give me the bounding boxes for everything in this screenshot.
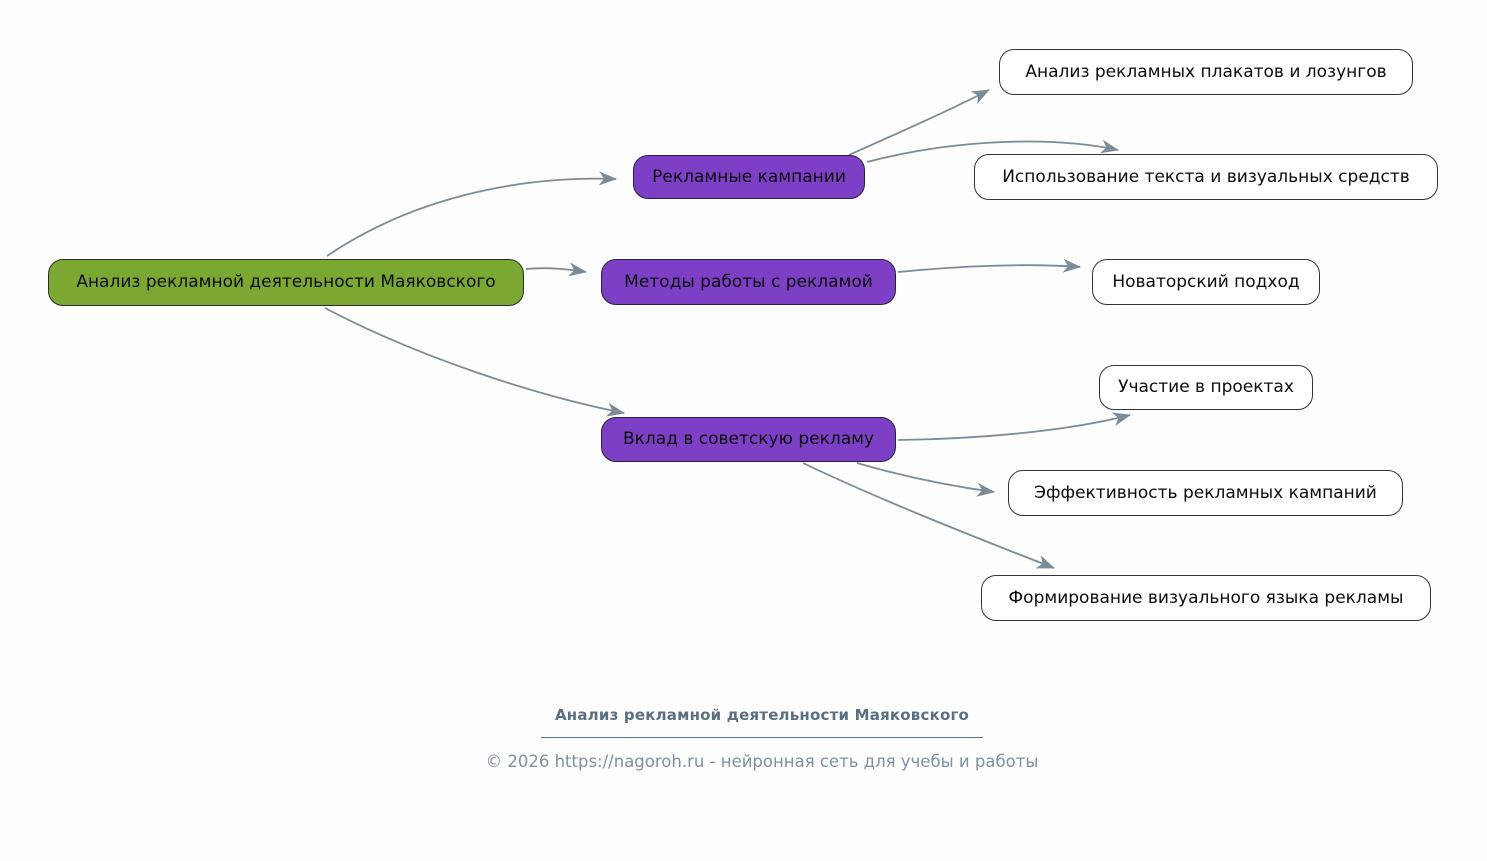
footer [412,706,1112,771]
footer-divider [541,737,983,738]
edge-methods-innovative [898,265,1080,272]
node-root: Анализ рекламной деятельности Маяковского [48,259,524,306]
edge-contribution-projects [898,415,1130,440]
node-projects: Участие в проектах [1099,365,1313,410]
edge-root-campaigns [327,179,616,256]
node-effectiveness: Эффективность рекламных кампаний [1008,470,1403,516]
edge-root-methods [526,268,586,272]
edge-root-contribution [325,308,624,413]
node-contribution: Вклад в советскую рекламу [601,417,896,462]
footer-title: Анализ рекламной деятельности Маяковского [554,706,969,724]
node-methods: Методы работы с рекламой [601,259,896,305]
edge-contribution-effectiveness [857,463,994,492]
node-text-visual: Использование текста и визуальных средств [974,154,1438,200]
edge-campaigns-posters [849,90,989,155]
footer-copyright: © 2026 https://nagoroh.ru - нейронная сеть для учебы и работы [485,752,1039,771]
node-visual-language: Формирование визуального языка рекламы [981,575,1431,621]
node-campaigns: Рекламные кампании [633,155,865,199]
node-innovative: Новаторский подход [1092,259,1320,305]
node-posters: Анализ рекламных плакатов и лозунгов [999,49,1413,95]
